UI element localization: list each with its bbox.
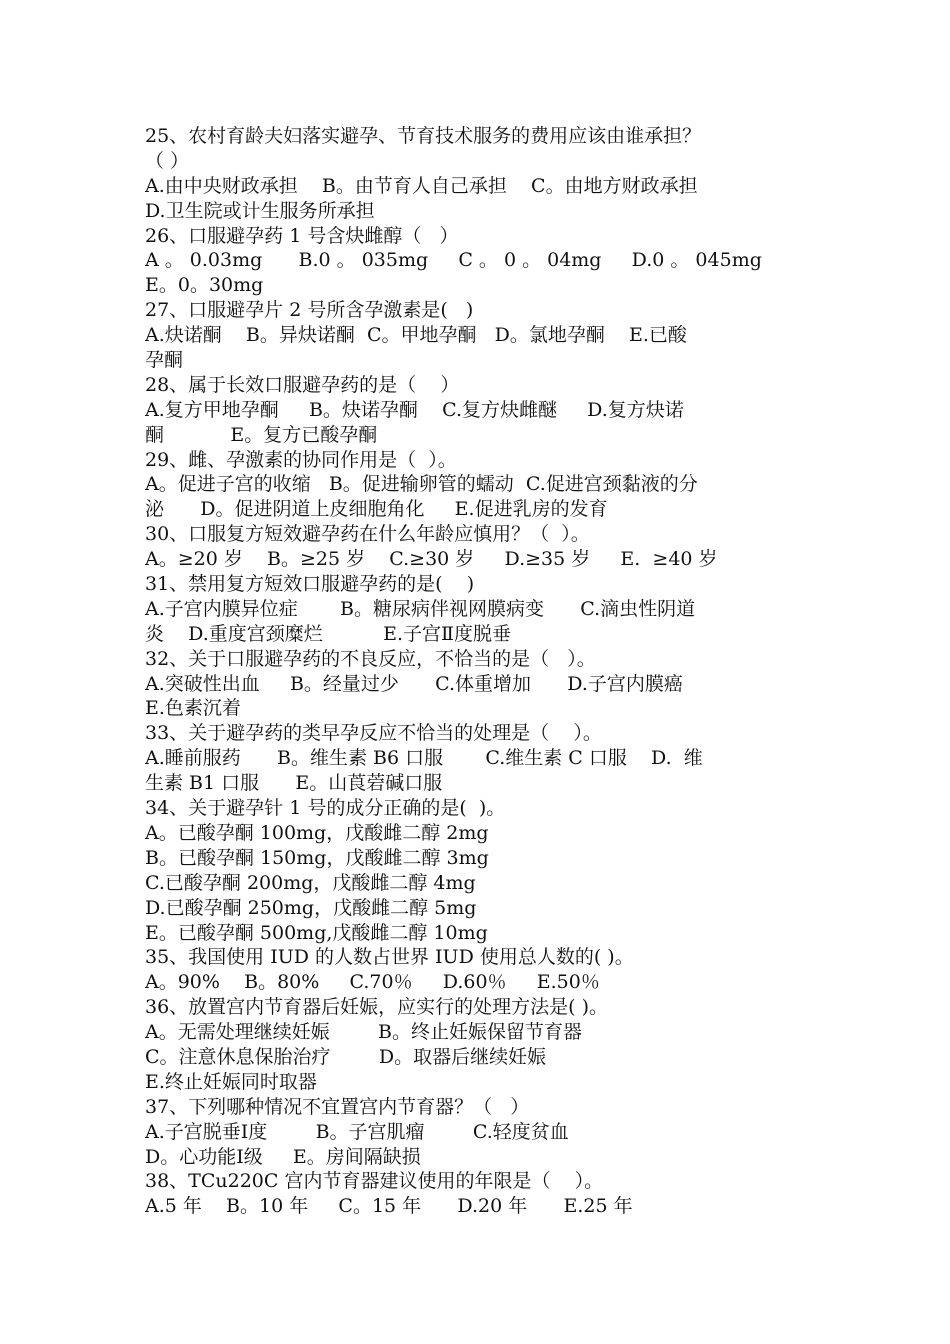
text-line: B。已酸孕酮 150mg，戊酸雌二醇 3mg <box>145 846 489 869</box>
text-line: A。促进子宫的收缩 B。促进输卵管的蠕动 C.促进宫颈黏液的分 <box>145 473 698 496</box>
text-line: 生素 B1 口服 E。山莨菪碱口服 <box>145 772 443 795</box>
text-line: A.5 年 B。10 年 C。15 年 D.20 年 E.25 年 <box>145 1195 633 1218</box>
text-line: 31、禁用复方短效口服避孕药的是( ) <box>145 573 475 596</box>
text-line: E。已酸孕酮 500mg,戊酸雌二醇 10mg <box>145 921 488 944</box>
text-line: 泌 D。促进阴道上皮细胞角化 E.促进乳房的发育 <box>145 498 608 521</box>
text-line: 36、放置宫内节育器后妊娠，应实行的处理方法是( )。 <box>145 996 609 1019</box>
text-line: C.已酸孕酮 200mg，戊酸雌二醇 4mg <box>145 871 476 894</box>
text-line: 酮 E。复方已酸孕酮 <box>145 423 378 446</box>
text-line: 33、关于避孕药的类早孕反应不恰当的处理是（ ）。 <box>145 722 602 745</box>
text-line: 30、口服复方短效避孕药在什么年龄应慎用？（ ）。 <box>145 523 590 546</box>
text-line: A.子宫内膜异位症 B。糖尿病伴视网膜病变 C.滴虫性阴道 <box>145 597 696 620</box>
text-line: A.炔诺酮 B。异炔诺酮 C。甲地孕酮 D。氯地孕酮 E.已酸 <box>145 324 687 347</box>
text-line: C。注意休息保胎治疗 D。取器后继续妊娠 <box>145 1045 547 1068</box>
text-line: D.已酸孕酮 250mg，戊酸雌二醇 5mg <box>145 896 477 919</box>
text-line: A。90% B。80% C.70％ D.60％ E.50％ <box>145 971 600 994</box>
text-line: 35、我国使用 IUD 的人数占世界 IUD 使用总人数的( )。 <box>145 946 634 969</box>
text-line: A。无需处理继续妊娠 B。终止妊娠保留节育器 <box>145 1021 583 1044</box>
text-line: 37、下列哪种情况不宜置宫内节育器？（ ） <box>145 1095 530 1118</box>
document-body <box>145 124 810 1219</box>
text-line: 34、关于避孕针 1 号的成分正确的是( )。 <box>145 797 506 820</box>
text-line: 29、雌、孕激素的协同作用是（ ）。 <box>145 448 457 471</box>
text-line: E.色素沉着 <box>145 697 241 720</box>
text-line: E。0。30mg <box>145 274 264 297</box>
text-line: A.由中央财政承担 B。由节育人自己承担 C。由地方财政承担 <box>145 174 698 197</box>
text-line: 38、TCu220C 宫内节育器建议使用的年限是（ ）。 <box>145 1170 604 1193</box>
text-line: 32、关于口服避孕药的不良反应，不恰当的是（ ）。 <box>145 647 596 670</box>
text-line: 孕酮 <box>145 349 184 372</box>
text-line: A。已酸孕酮 100mg，戊酸雌二醇 2mg <box>145 821 489 844</box>
text-line: E.终止妊娠同时取器 <box>145 1070 317 1093</box>
text-line: A。≥20 岁 B。≥25 岁 C.≥30 岁 D.≥35 岁 E. ≥40 岁 <box>145 548 718 571</box>
text-line: （ ） <box>145 149 190 172</box>
text-line: A 。 0.03mg B.0 。 035mg C 。 0 。 04mg D.0 。 045mg <box>145 249 762 272</box>
text-line: A.子宫脱垂Ⅰ度 B。子宫肌瘤 C.轻度贫血 <box>145 1120 569 1143</box>
text-line: A.复方甲地孕酮 B。炔诺孕酮 C.复方炔雌醚 D.复方炔诺 <box>145 398 684 421</box>
text-line: 26、口服避孕药 1 号含炔雌醇（ ） <box>145 224 459 247</box>
text-line: A.睡前服药 B。维生素 B6 口服 C.维生素 C 口服 D. 维 <box>145 747 703 770</box>
text-line: A.突破性出血 B。经量过少 C.体重增加 D.子宫内膜癌 <box>145 672 683 695</box>
text-line: 28、属于长效口服避孕药的是（ ） <box>145 373 460 396</box>
text-line: 27、口服避孕片 2 号所含孕激素是( ) <box>145 299 474 322</box>
text-line: D。心功能Ⅰ级 E。房间隔缺损 <box>145 1145 421 1168</box>
text-line: D.卫生院或计生服务所承担 <box>145 199 375 222</box>
text-line: 25、农村育龄夫妇落实避孕、节育技术服务的费用应该由谁承担？ <box>145 125 702 147</box>
text-line: 炎 D.重度宫颈糜烂 E.子宫Ⅱ度脱垂 <box>145 622 511 645</box>
